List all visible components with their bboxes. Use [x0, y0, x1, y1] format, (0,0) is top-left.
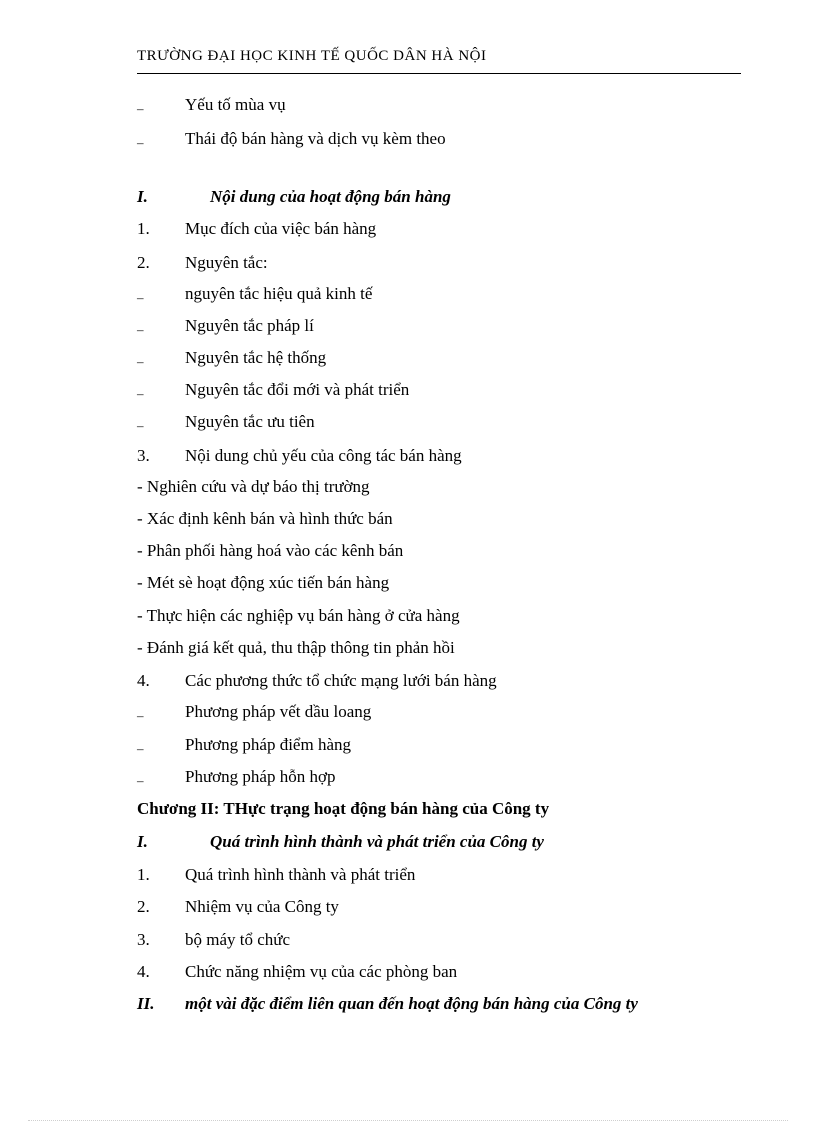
item-text: Mục đích của việc bán hàng: [185, 219, 377, 238]
section-heading-sales-content: [0, 185, 816, 209]
item-number: 4.: [137, 962, 150, 981]
item-text: Quá trình hình thành và phát triển: [185, 865, 416, 884]
list-item-text: Yếu tố mùa vụ: [185, 95, 286, 114]
list-item-text: - Mét sè hoạt động xúc tiến bán hàng: [137, 573, 390, 592]
item-number: 1.: [137, 865, 150, 884]
list-item-text: Phương pháp điểm hàng: [185, 735, 351, 754]
list-item-market-research: [0, 475, 816, 499]
item-number: 1.: [137, 219, 150, 238]
list-item-text: Nguyên tắc ưu tiên: [185, 412, 315, 431]
header-rule: [137, 73, 741, 74]
section-title: Nội dung của hoạt động bán hàng: [210, 187, 451, 206]
dash-marker: –: [137, 354, 144, 369]
list-item-priority-principle: [0, 410, 816, 434]
list-item-text: - Phân phối hàng hoá vào các kênh bán: [137, 541, 404, 560]
dash-marker: –: [137, 135, 144, 150]
item-text: Các phương thức tổ chức mạng lưới bán hàng: [185, 671, 497, 690]
list-item-sales-attitude: [0, 127, 816, 151]
section-title: Quá trình hình thành và phát triển của Công ty: [210, 832, 544, 851]
dash-marker: –: [137, 741, 144, 756]
list-item-text: nguyên tắc hiệu quả kinh tế: [185, 284, 373, 303]
dash-marker: –: [137, 386, 144, 401]
list-item-text: Nguyên tắc pháp lí: [185, 316, 314, 335]
item-text: Nội dung chủ yếu của công tác bán hàng: [185, 446, 462, 465]
item-text: Chức năng nhiệm vụ của các phòng ban: [185, 962, 458, 981]
section-heading-sales-characteristics: [0, 992, 816, 1016]
item-text: Nguyên tắc:: [185, 253, 268, 272]
item-text: Nhiệm vụ của Công ty: [185, 897, 339, 916]
list-item-legal-principle: [0, 314, 816, 338]
list-item-sales-channels: [0, 507, 816, 531]
list-item-text: Phương pháp hỗn hợp: [185, 767, 336, 786]
list-item-text: Phương pháp vết dầu loang: [185, 702, 372, 721]
section-number: I.: [137, 832, 148, 851]
list-item-evaluation: [0, 636, 816, 660]
chapter-title: Chương II: THực trạng hoạt động bán hàng của Công ty: [137, 799, 550, 818]
item-number: 3.: [137, 930, 150, 949]
item-number: 2.: [137, 253, 150, 272]
section-number: I.: [137, 187, 148, 206]
chapter-heading: [0, 797, 816, 821]
numbered-item-departments: [0, 960, 816, 984]
list-item-seasonal-factor: [0, 93, 816, 117]
list-item-text: Nguyên tắc đổi mới và phát triển: [185, 380, 410, 399]
numbered-item-main-content: [0, 444, 816, 468]
list-item-point-method: [0, 733, 816, 757]
page-bottom-border: [28, 1120, 788, 1121]
dash-marker: –: [137, 418, 144, 433]
page-header: TRƯỜNG ĐẠI HỌC KINH TẾ QUỐC DÂN HÀ NỘI: [137, 48, 487, 64]
dash-marker: –: [137, 708, 144, 723]
item-number: 4.: [137, 671, 150, 690]
numbered-item-network-methods: [0, 669, 816, 693]
dash-marker: –: [137, 101, 144, 116]
dash-marker: –: [137, 322, 144, 337]
list-item-economic-efficiency: [0, 282, 816, 306]
list-item-oil-spot-method: [0, 700, 816, 724]
list-item-mixed-method: [0, 765, 816, 789]
list-item-text: - Thực hiện các nghiệp vụ bán hàng ở cửa hàng: [137, 606, 460, 625]
numbered-item-company-mission: [0, 895, 816, 919]
list-item-distribution: [0, 539, 816, 563]
list-item-text: Nguyên tắc hệ thống: [185, 348, 327, 367]
numbered-item-principles: [0, 251, 816, 275]
numbered-item-organization: [0, 928, 816, 952]
list-item-promotion: [0, 571, 816, 595]
numbered-item-formation: [0, 863, 816, 887]
list-item-text: - Nghiên cứu và dự báo thị trường: [137, 477, 370, 496]
item-number: 3.: [137, 446, 150, 465]
numbered-item-sales-purpose: [0, 217, 816, 241]
item-text: bộ máy tổ chức: [185, 930, 291, 949]
item-number: 2.: [137, 897, 150, 916]
dash-marker: –: [137, 290, 144, 305]
list-item-system-principle: [0, 346, 816, 370]
section-heading-company-history: [0, 830, 816, 854]
list-item-innovation-principle: [0, 378, 816, 402]
dash-marker: –: [137, 773, 144, 788]
section-title: một vài đặc điểm liên quan đến hoạt động bán hàng của Công ty: [185, 994, 638, 1013]
list-item-text: - Đánh giá kết quả, thu thập thông tin phản hồi: [137, 638, 455, 657]
list-item-text: Thái độ bán hàng và dịch vụ kèm theo: [185, 129, 446, 148]
section-number: II.: [137, 994, 155, 1013]
list-item-store-operations: [0, 604, 816, 628]
list-item-text: - Xác định kênh bán và hình thức bán: [137, 509, 393, 528]
